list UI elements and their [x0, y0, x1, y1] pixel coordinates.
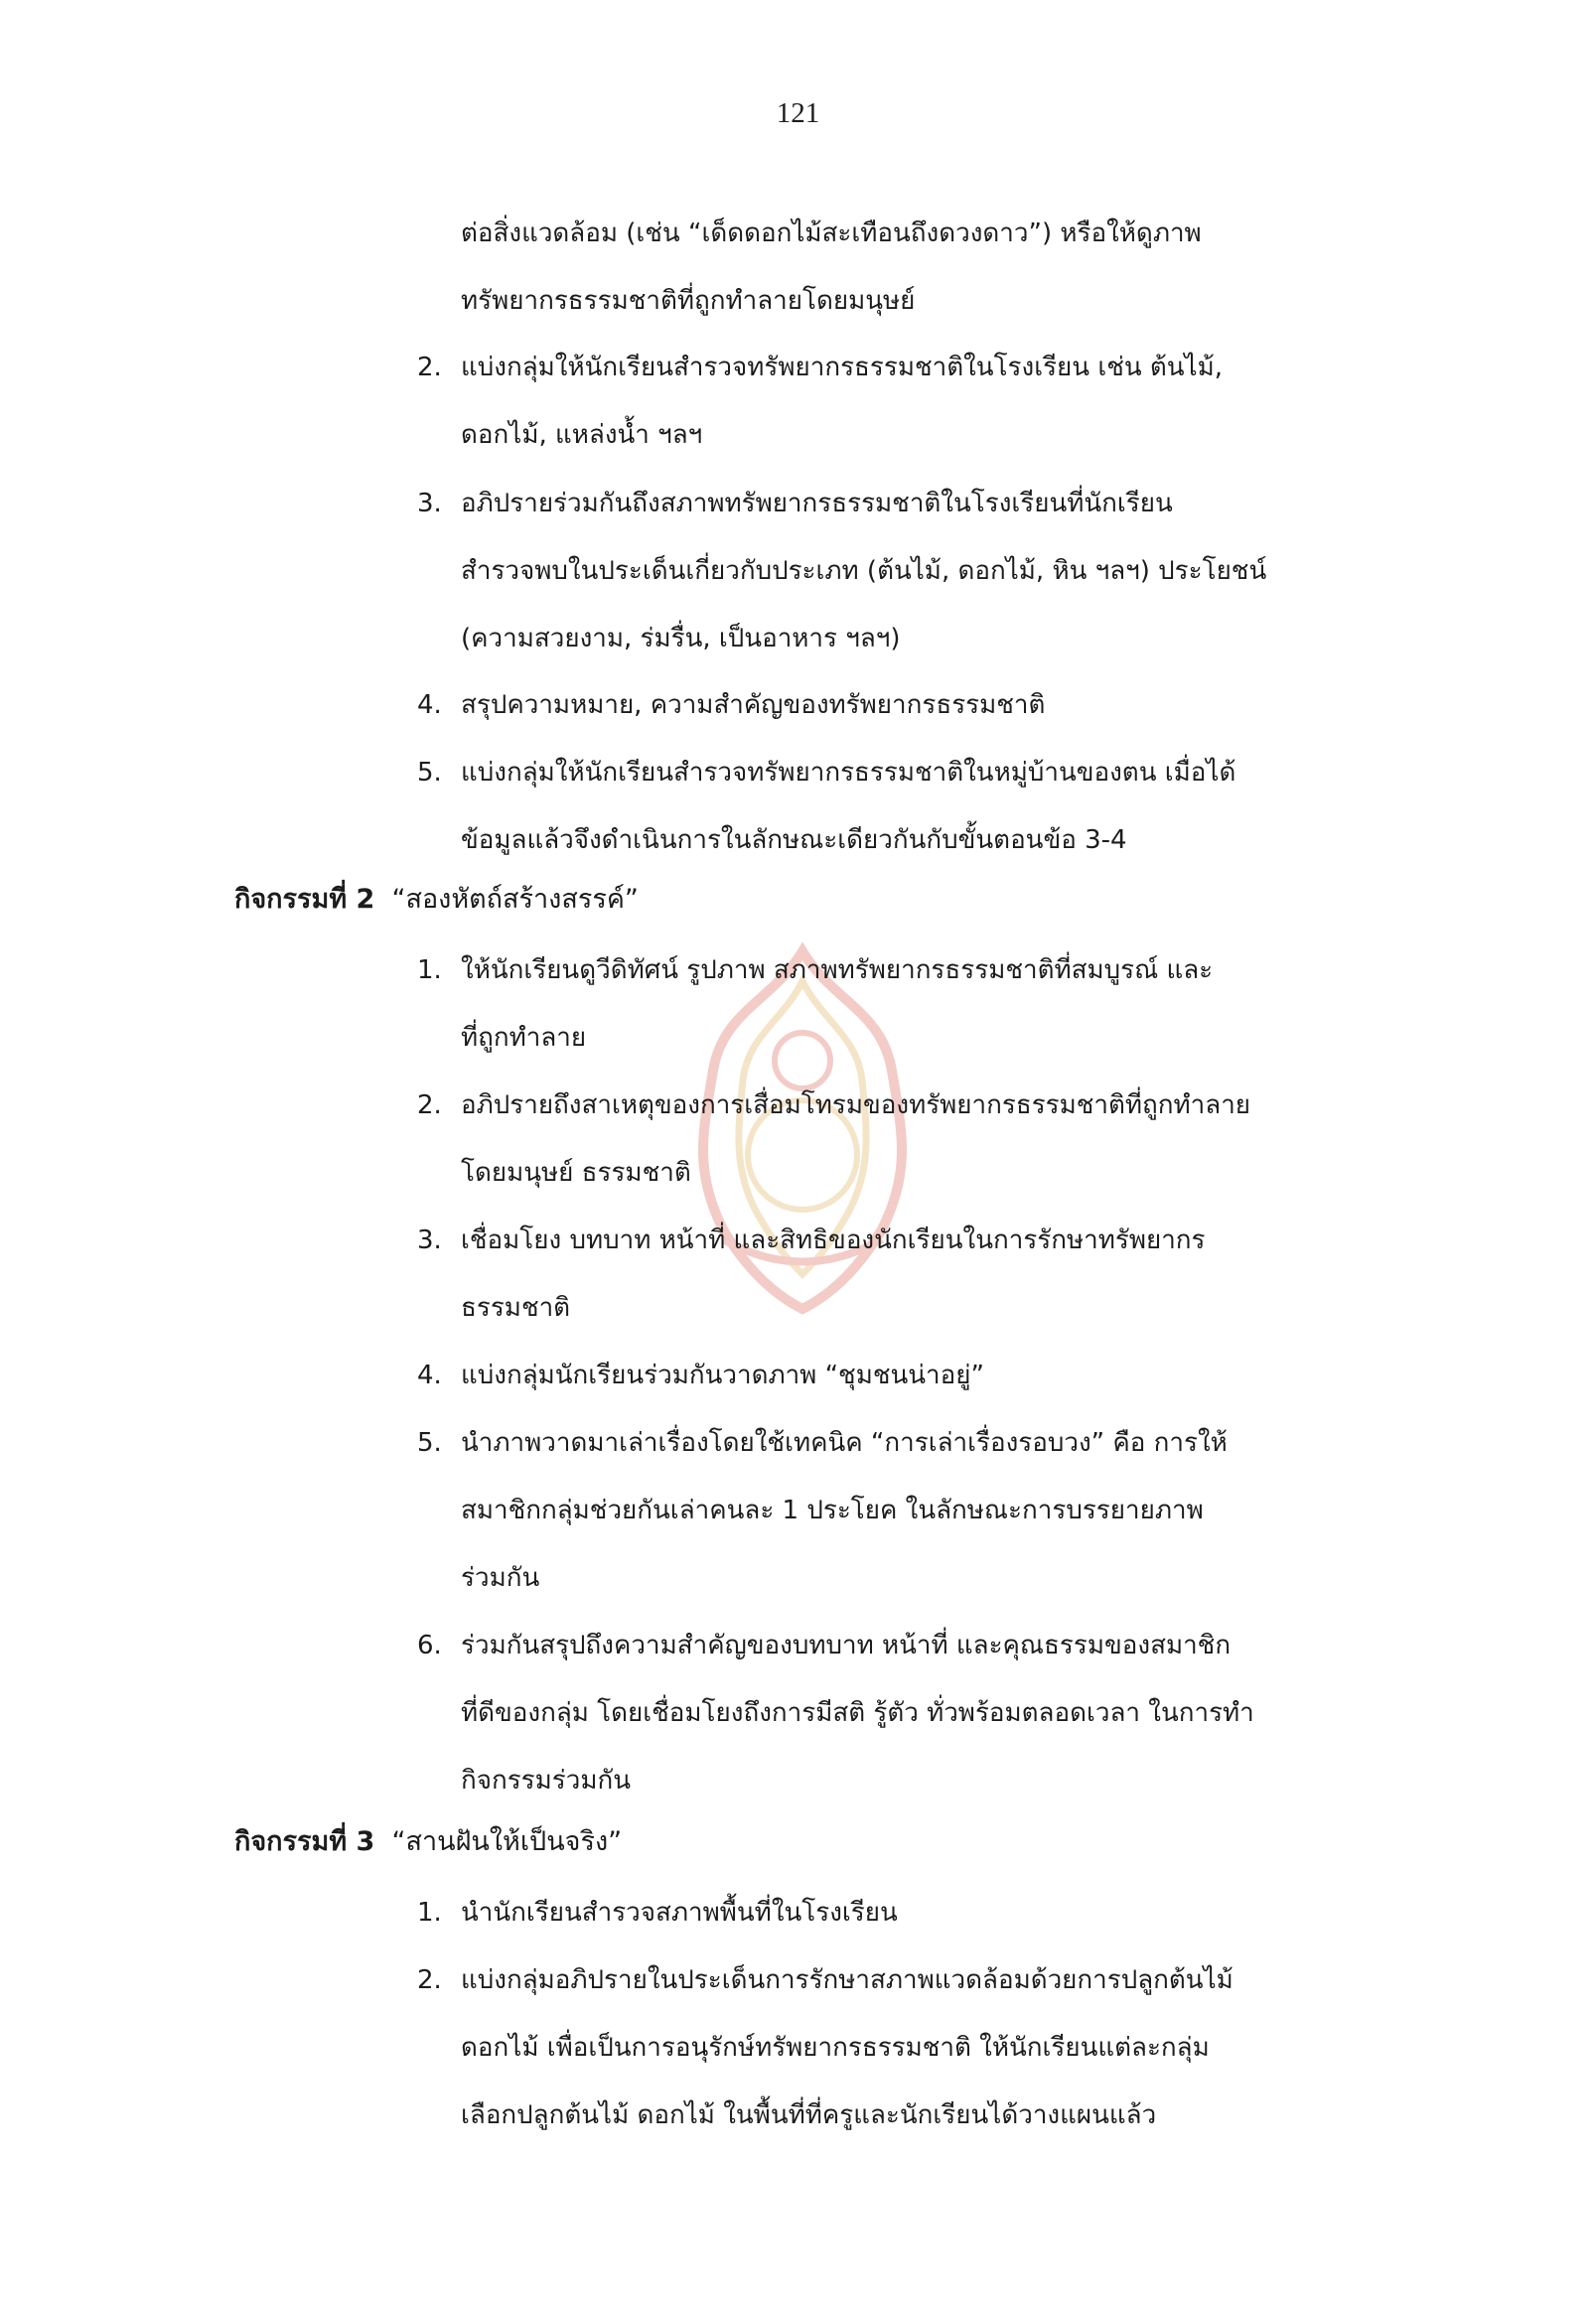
activity-3-title: “สานฝันให้เป็นจริง” [391, 1826, 623, 1857]
list-item-number: 6. [417, 1631, 442, 1660]
list-item: ดอกไม้ เพื่อเป็นการอนุรักษ์ทรัพยากรธรรมชาติ ให้นักเรียนแต่ละกลุ่ม [461, 2033, 1210, 2063]
list-item: นำนักเรียนสำรวจสภาพพื้นที่ในโรงเรียน [461, 1898, 898, 1928]
list-item-number: 5. [417, 758, 442, 788]
list-item: ข้อมูลแล้วจึงดำเนินการในลักษณะเดียวกันกับขั้นตอนข้อ 3-4 [461, 825, 1127, 855]
list-item: อภิปรายถึงสาเหตุของการเสื่อมโทรมของทรัพยากรธรรมชาติที่ถูกทำลาย [461, 1090, 1251, 1120]
list-item: อภิปรายร่วมกันถึงสภาพทรัพยากรธรรมชาติในโรงเรียนที่นักเรียน [461, 489, 1173, 518]
intro-line-1: ต่อสิ่งแวดล้อม (เช่น “เด็ดดอกไม้สะเทือนถึงดวงดาว”) หรือให้ดูภาพ [461, 218, 1202, 248]
list-item: ร่วมกัน [461, 1563, 540, 1593]
list-item: (ความสวยงาม, ร่มรื่น, เป็นอาหาร ฯลฯ) [461, 624, 901, 653]
list-item-number: 5. [417, 1428, 442, 1458]
list-item: ธรรมชาติ [461, 1293, 571, 1323]
activity-3-heading [234, 1825, 622, 1859]
list-item: กิจกรรมร่วมกัน [461, 1766, 632, 1796]
list-item: สำรวจพบในประเด็นเกี่ยวกับประเภท (ต้นไม้, ดอกไม้, หิน ฯลฯ) ประโยชน์ [461, 556, 1267, 586]
emblem-watermark [653, 941, 951, 1319]
intro-line-2: ทรัพยากรธรรมชาติที่ถูกทำลายโดยมนุษย์ [461, 286, 916, 316]
list-item-number: 4. [417, 690, 442, 720]
list-item-number: 2. [417, 1090, 442, 1120]
page-number: 121 [776, 97, 820, 129]
list-item-number: 1. [417, 1898, 442, 1928]
list-item: ดอกไม้, แหล่งน้ำ ฯลฯ [461, 420, 703, 450]
list-item-number: 4. [417, 1361, 442, 1390]
list-item: แบ่งกลุ่มให้นักเรียนสำรวจทรัพยากรธรรมชาติในโรงเรียน เช่น ต้นไม้, [461, 353, 1224, 382]
list-item: นำภาพวาดมาเล่าเรื่องโดยใช้เทคนิค “การเล่าเรื่องรอบวง” คือ การให้ [461, 1428, 1228, 1458]
list-item: ที่ถูกทำลาย [461, 1023, 587, 1053]
activity-2-title: “สองหัตถ์สร้างสรรค์” [391, 884, 639, 915]
list-item: สรุปความหมาย, ความสำคัญของทรัพยากรธรรมชาติ [461, 690, 1046, 720]
activity-3-label: กิจกรรมที่ 3 [234, 1826, 375, 1857]
list-item-number: 2. [417, 353, 442, 382]
list-item-number: 3. [417, 489, 442, 518]
list-item: ร่วมกันสรุปถึงความสำคัญของบทบาท หน้าที่ และคุณธรรมของสมาชิก [461, 1631, 1232, 1660]
list-item: ที่ดีของกลุ่ม โดยเชื่อมโยงถึงการมีสติ รู้ตัว ทั่วพร้อมตลอดเวลา ในการทำ [461, 1698, 1254, 1728]
list-item: เลือกปลูกต้นไม้ ดอกไม้ ในพื้นที่ที่ครูและนักเรียนได้วางแผนแล้ว [461, 2100, 1157, 2130]
activity-2-label: กิจกรรมที่ 2 [234, 884, 375, 915]
list-item: ให้นักเรียนดูวีดิทัศน์ รูปภาพ สภาพทรัพยากรธรรมชาติที่สมบูรณ์ และ [461, 955, 1214, 985]
list-item-number: 2. [417, 1965, 442, 1995]
list-item: แบ่งกลุ่มนักเรียนร่วมกันวาดภาพ “ชุมชนน่าอยู่” [461, 1361, 984, 1390]
list-item: เชื่อมโยง บทบาท หน้าที่ และสิทธิของนักเรียนในการรักษาทรัพยากร [461, 1225, 1206, 1255]
list-item-number: 1. [417, 955, 442, 985]
emblem-wheel [775, 1033, 830, 1088]
list-item: แบ่งกลุ่มให้นักเรียนสำรวจทรัพยากรธรรมชาติในหมู่บ้านของตน เมื่อได้ [461, 758, 1236, 788]
list-item: แบ่งกลุ่มอภิปรายในประเด็นการรักษาสภาพแวดล้อมด้วยการปลูกต้นไม้ [461, 1965, 1233, 1995]
activity-2-heading [234, 883, 639, 917]
list-item: สมาชิกกลุ่มช่วยกันเล่าคนละ 1 ประโยค ในลักษณะการบรรยายภาพ [461, 1496, 1204, 1525]
list-item-number: 3. [417, 1225, 442, 1255]
list-item: โดยมนุษย์ ธรรมชาติ [461, 1158, 691, 1188]
